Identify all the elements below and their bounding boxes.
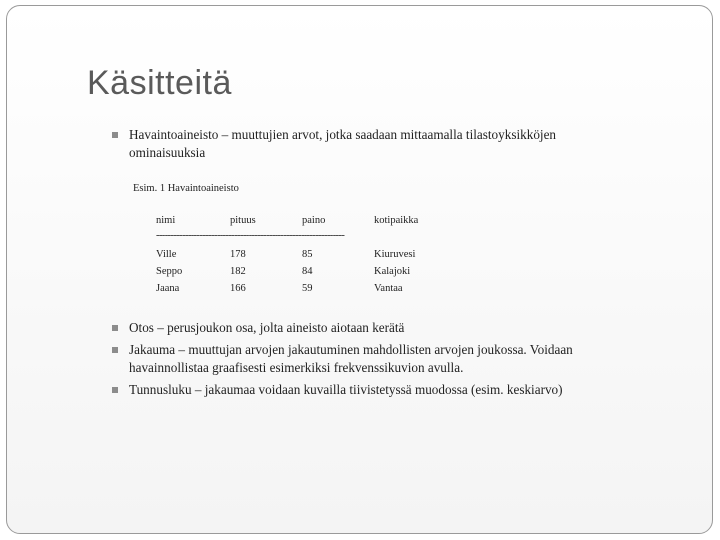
table-cell: Kiuruvesi — [374, 249, 416, 260]
slide — [6, 5, 713, 534]
bullet-text: Otos – perusjoukon osa, jolta aineisto aiotaan kerätä — [129, 320, 405, 335]
bullet-item — [129, 381, 649, 399]
bullet-text: Jakauma – muuttujan arvojen jakautuminen mahdollisten arvojen joukossa. Voidaan havainnollistaa graafisesti esimerkiksi frekvenssikuvion avulla. — [129, 342, 573, 375]
table-header-cell: paino — [302, 215, 326, 226]
table-cell: 166 — [230, 283, 246, 294]
bullet-item — [129, 319, 649, 337]
bullet-square-icon — [112, 387, 118, 393]
bullet-square-icon — [112, 325, 118, 331]
table-cell: Ville — [156, 249, 177, 260]
table-header-cell: nimi — [156, 215, 176, 226]
table-header-cell: pituus — [230, 215, 256, 226]
table-cell: 178 — [230, 249, 246, 260]
table-separator: ----------------------------------------------------------------- — [156, 230, 345, 241]
bullet-text: Tunnusluku – jakaumaa voidaan kuvailla tiivistetyssä muodossa (esim. keskiarvo) — [129, 382, 563, 397]
bullet-item — [129, 126, 629, 162]
table-cell: Seppo — [156, 266, 183, 277]
bullet-text: Havaintoaineisto – muuttujien arvot, jotka saadaan mittaamalla tilastoyksikköjen ominaisuuksia — [129, 127, 557, 160]
table-cell: Kalajoki — [374, 266, 411, 277]
bullet-item — [129, 341, 649, 377]
table-cell: 182 — [230, 266, 246, 277]
bullet-square-icon — [112, 132, 118, 138]
table-cell: 59 — [302, 283, 313, 294]
table-cell: 84 — [302, 266, 313, 277]
bullet-square-icon — [112, 347, 118, 353]
table-cell: 85 — [302, 249, 313, 260]
table-cell: Jaana — [156, 283, 180, 294]
slide-title: Käsitteitä — [87, 64, 232, 102]
example-label: Esim. 1 Havaintoaineisto — [133, 183, 239, 194]
table-cell: Vantaa — [374, 283, 403, 294]
table-header-cell: kotipaikka — [374, 215, 419, 226]
